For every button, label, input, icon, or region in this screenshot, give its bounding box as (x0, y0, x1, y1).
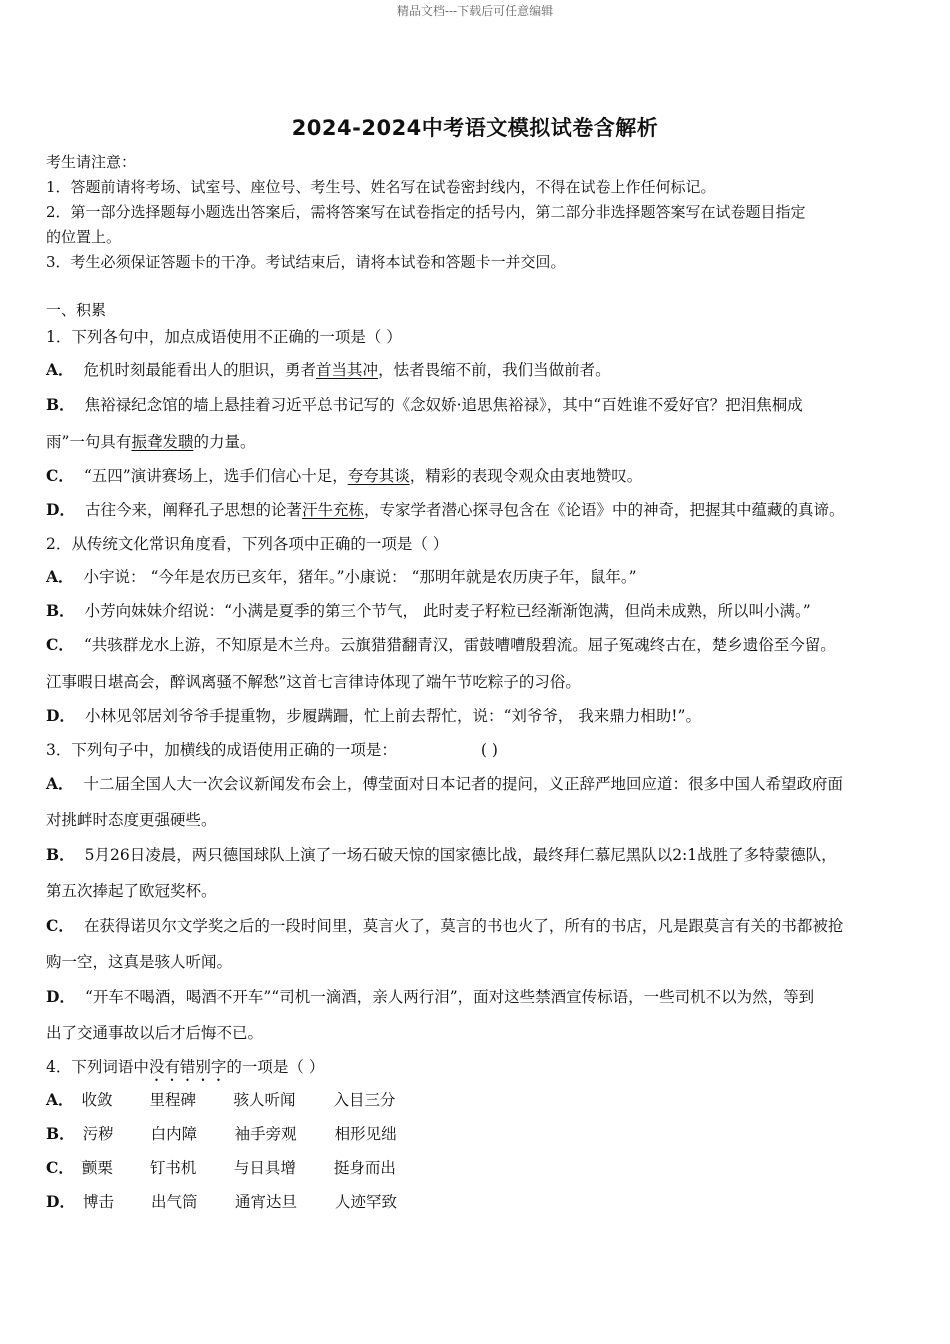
q2-option-a (46, 565, 637, 587)
option-text: 古往今来，阐释孔子思想的论著 (84, 501, 302, 519)
q4-option-c (46, 1150, 435, 1184)
idiom: 夸夸其谈 (347, 467, 410, 485)
option-text: 焦裕禄纪念馆的墙上悬挂着习近平总书记写的《念奴娇·追思焦裕禄》，其中“百姓谁不爱好官？把泪焦桐成 (84, 396, 803, 414)
option-text: “五四”演讲赛场上，选手们信心十足， (83, 467, 348, 485)
option-letter: C． (46, 1158, 74, 1177)
notice-item-2-cont (46, 225, 121, 250)
option-letter: A． (46, 567, 74, 586)
q4-stem-emphasis: 没有错别字 (148, 1058, 227, 1076)
q3-stem (46, 738, 498, 760)
word: 白内障 (150, 1125, 198, 1143)
q3-stem-text: 3．下列句子中，加横线的成语使用正确的一项是： (46, 741, 397, 759)
option-letter: A． (46, 1090, 74, 1109)
q1-stem: 1．下列各句中，加点成语使用不正确的一项是（ ） (46, 328, 402, 346)
option-text: ，怯者畏缩不前，我们当做前者。 (378, 361, 611, 379)
option-text: ，专家学者潜心探寻包含在《论语》中的神奇，把握其中蕴藏的真谛。 (363, 501, 845, 519)
option-text: “共骇群龙水上游，不知原是木兰舟。云旗猎猎翻青汉，雷鼓嘈嘈殷碧流。屈子冤魂终古在，楚乡遗俗至今留。 (83, 636, 836, 654)
word: 博击 (82, 1193, 114, 1211)
option-text: 小宇说： “今年是农历已亥年，猪年。”小康说： “那明年就是农历庚子年，鼠年。” (83, 568, 637, 586)
option-letter: A． (46, 774, 74, 793)
q3-option-d (46, 985, 814, 1007)
option-letter: D． (46, 1192, 75, 1211)
q2-option-c (46, 633, 836, 655)
option-letter: D． (46, 500, 75, 519)
notice-item-2: 2．第一部分选择题每小题选出答案后，需将答案写在试卷指定的括号内，第二部分非选择题答案写在试卷题目指定 (46, 203, 806, 221)
q3-option-b-cont: 第五次捧起了欧冠奖杯。 (46, 882, 217, 900)
q3-option-c-cont: 购一空，这真是骇人听闻。 (46, 953, 233, 971)
q1-option-c (46, 464, 642, 486)
notice-item-2-cont-text: 的位置上。 (46, 228, 122, 246)
word: 颤栗 (81, 1159, 113, 1177)
word: 入目三分 (333, 1091, 396, 1109)
option-text: 小芳向妹妹介绍说：“小满是夏季的第三个节气， 此时麦子籽粒已经渐渐饱满，但尚未成熟，所以叫小满。” (84, 602, 811, 620)
q2-stem: 2．从传统文化常识角度看，下列各项中正确的一项是（ ） (46, 535, 449, 553)
word: 相形见绌 (334, 1125, 397, 1143)
q3-option-d-cont: 出了交通事故以后才后悔不已。 (46, 1024, 264, 1042)
notice-item-1: 1．答题前请将考场、试室号、座位号、考生号、姓名写在试卷密封线内，不得在试卷上作任何标记。 (46, 178, 716, 196)
option-text: ，精彩的表现令观众由衷地赞叹。 (409, 467, 643, 485)
word: 骇人听闻 (233, 1091, 296, 1109)
word: 挺身而出 (333, 1159, 396, 1177)
q3-option-c (46, 914, 843, 936)
q1-option-a (46, 358, 611, 380)
q4-stem (46, 1055, 324, 1085)
section-heading: 一、积累 (46, 301, 107, 319)
idiom: 汗牛充栋 (301, 501, 364, 519)
q4-stem-pre: 4．下列词语中 (46, 1058, 149, 1076)
word: 出气筒 (150, 1193, 198, 1211)
option-text: 在获得诺贝尔文学奖之后的一段时间里，莫言火了，莫言的书也火了，所有的书店，凡是跟莫言有关的书都被抢 (83, 917, 844, 935)
option-letter: B． (46, 601, 75, 620)
answer-paren: ( ) (480, 741, 498, 759)
option-text: 小林见邻居刘爷爷手提重物，步履蹒跚，忙上前去帮忙，说：“刘爷爷， 我来鼎力相助!”。 (84, 707, 701, 725)
word: 污秽 (82, 1125, 114, 1143)
q4-option-b (46, 1116, 435, 1150)
option-letter: C． (46, 635, 74, 654)
q3-option-a-cont: 对挑衅时态度更强硬些。 (46, 811, 217, 829)
q2-option-b (46, 599, 811, 621)
notice-heading: 考生请注意： (46, 153, 137, 171)
word: 袖手旁观 (234, 1125, 297, 1143)
q4-option-a (46, 1082, 435, 1116)
q4-options (46, 1082, 435, 1218)
q4-stem-post: 的一项是（ ） (226, 1058, 325, 1076)
option-letter: B． (46, 395, 75, 414)
option-letter: B． (46, 1124, 75, 1143)
option-text: 危机时刻最能看出人的胆识，勇者 (83, 361, 317, 379)
option-text: “开车不喝酒，喝酒不开车”“司机一滴酒，亲人两行泪”，面对这些禁酒宣传标语，一些司机不以为然，等到 (84, 988, 815, 1006)
word: 里程碑 (149, 1091, 197, 1109)
q2-option-c-cont: 江事暇日堪高会，醉讽离骚不解愁”这首七言律诗体现了端午节吃粽子的习俗。 (46, 673, 581, 691)
q4-option-d (46, 1184, 435, 1218)
idiom: 振聋发聩 (131, 433, 194, 451)
idiom: 首当其冲 (316, 361, 379, 379)
notice-item-3: 3．考生必须保证答题卡的干净。考试结束后，请将本试卷和答题卡一并交回。 (46, 253, 566, 271)
document-title: 2024-2024中考语文模拟试卷含解析 (291, 116, 659, 140)
option-letter: C． (46, 466, 74, 485)
option-text: 十二届全国人大一次会议新闻发布会上，傅莹面对日本记者的提问，义正辞严地回应道：很多中国人希望政府面 (83, 775, 844, 793)
word: 通宵达旦 (234, 1193, 297, 1211)
option-letter: B． (46, 845, 75, 864)
word: 人迹罕致 (334, 1193, 397, 1211)
option-letter: A． (46, 360, 74, 379)
q3-option-a (46, 772, 843, 794)
q1-option-d (46, 498, 845, 520)
option-text: 5月26日凌晨，两只德国球队上演了一场石破天惊的国家德比战，最终拜仁慕尼黑队以2:1战胜了多特蒙德队， (84, 846, 837, 864)
word: 收敛 (81, 1091, 113, 1109)
q2-option-d (46, 704, 701, 726)
word: 钉书机 (149, 1159, 197, 1177)
page-header: 精品文档---下载后可任意编辑 (396, 4, 554, 18)
q3-option-b (46, 843, 837, 865)
option-letter: D． (46, 706, 75, 725)
q1-option-b (46, 393, 803, 415)
option-letter: C． (46, 916, 74, 935)
q1-option-b-cont (46, 430, 255, 452)
option-text: 的力量。 (193, 433, 256, 451)
word: 与日具增 (233, 1159, 296, 1177)
option-text: 雨”一句具有 (46, 433, 132, 451)
option-letter: D． (46, 987, 75, 1006)
